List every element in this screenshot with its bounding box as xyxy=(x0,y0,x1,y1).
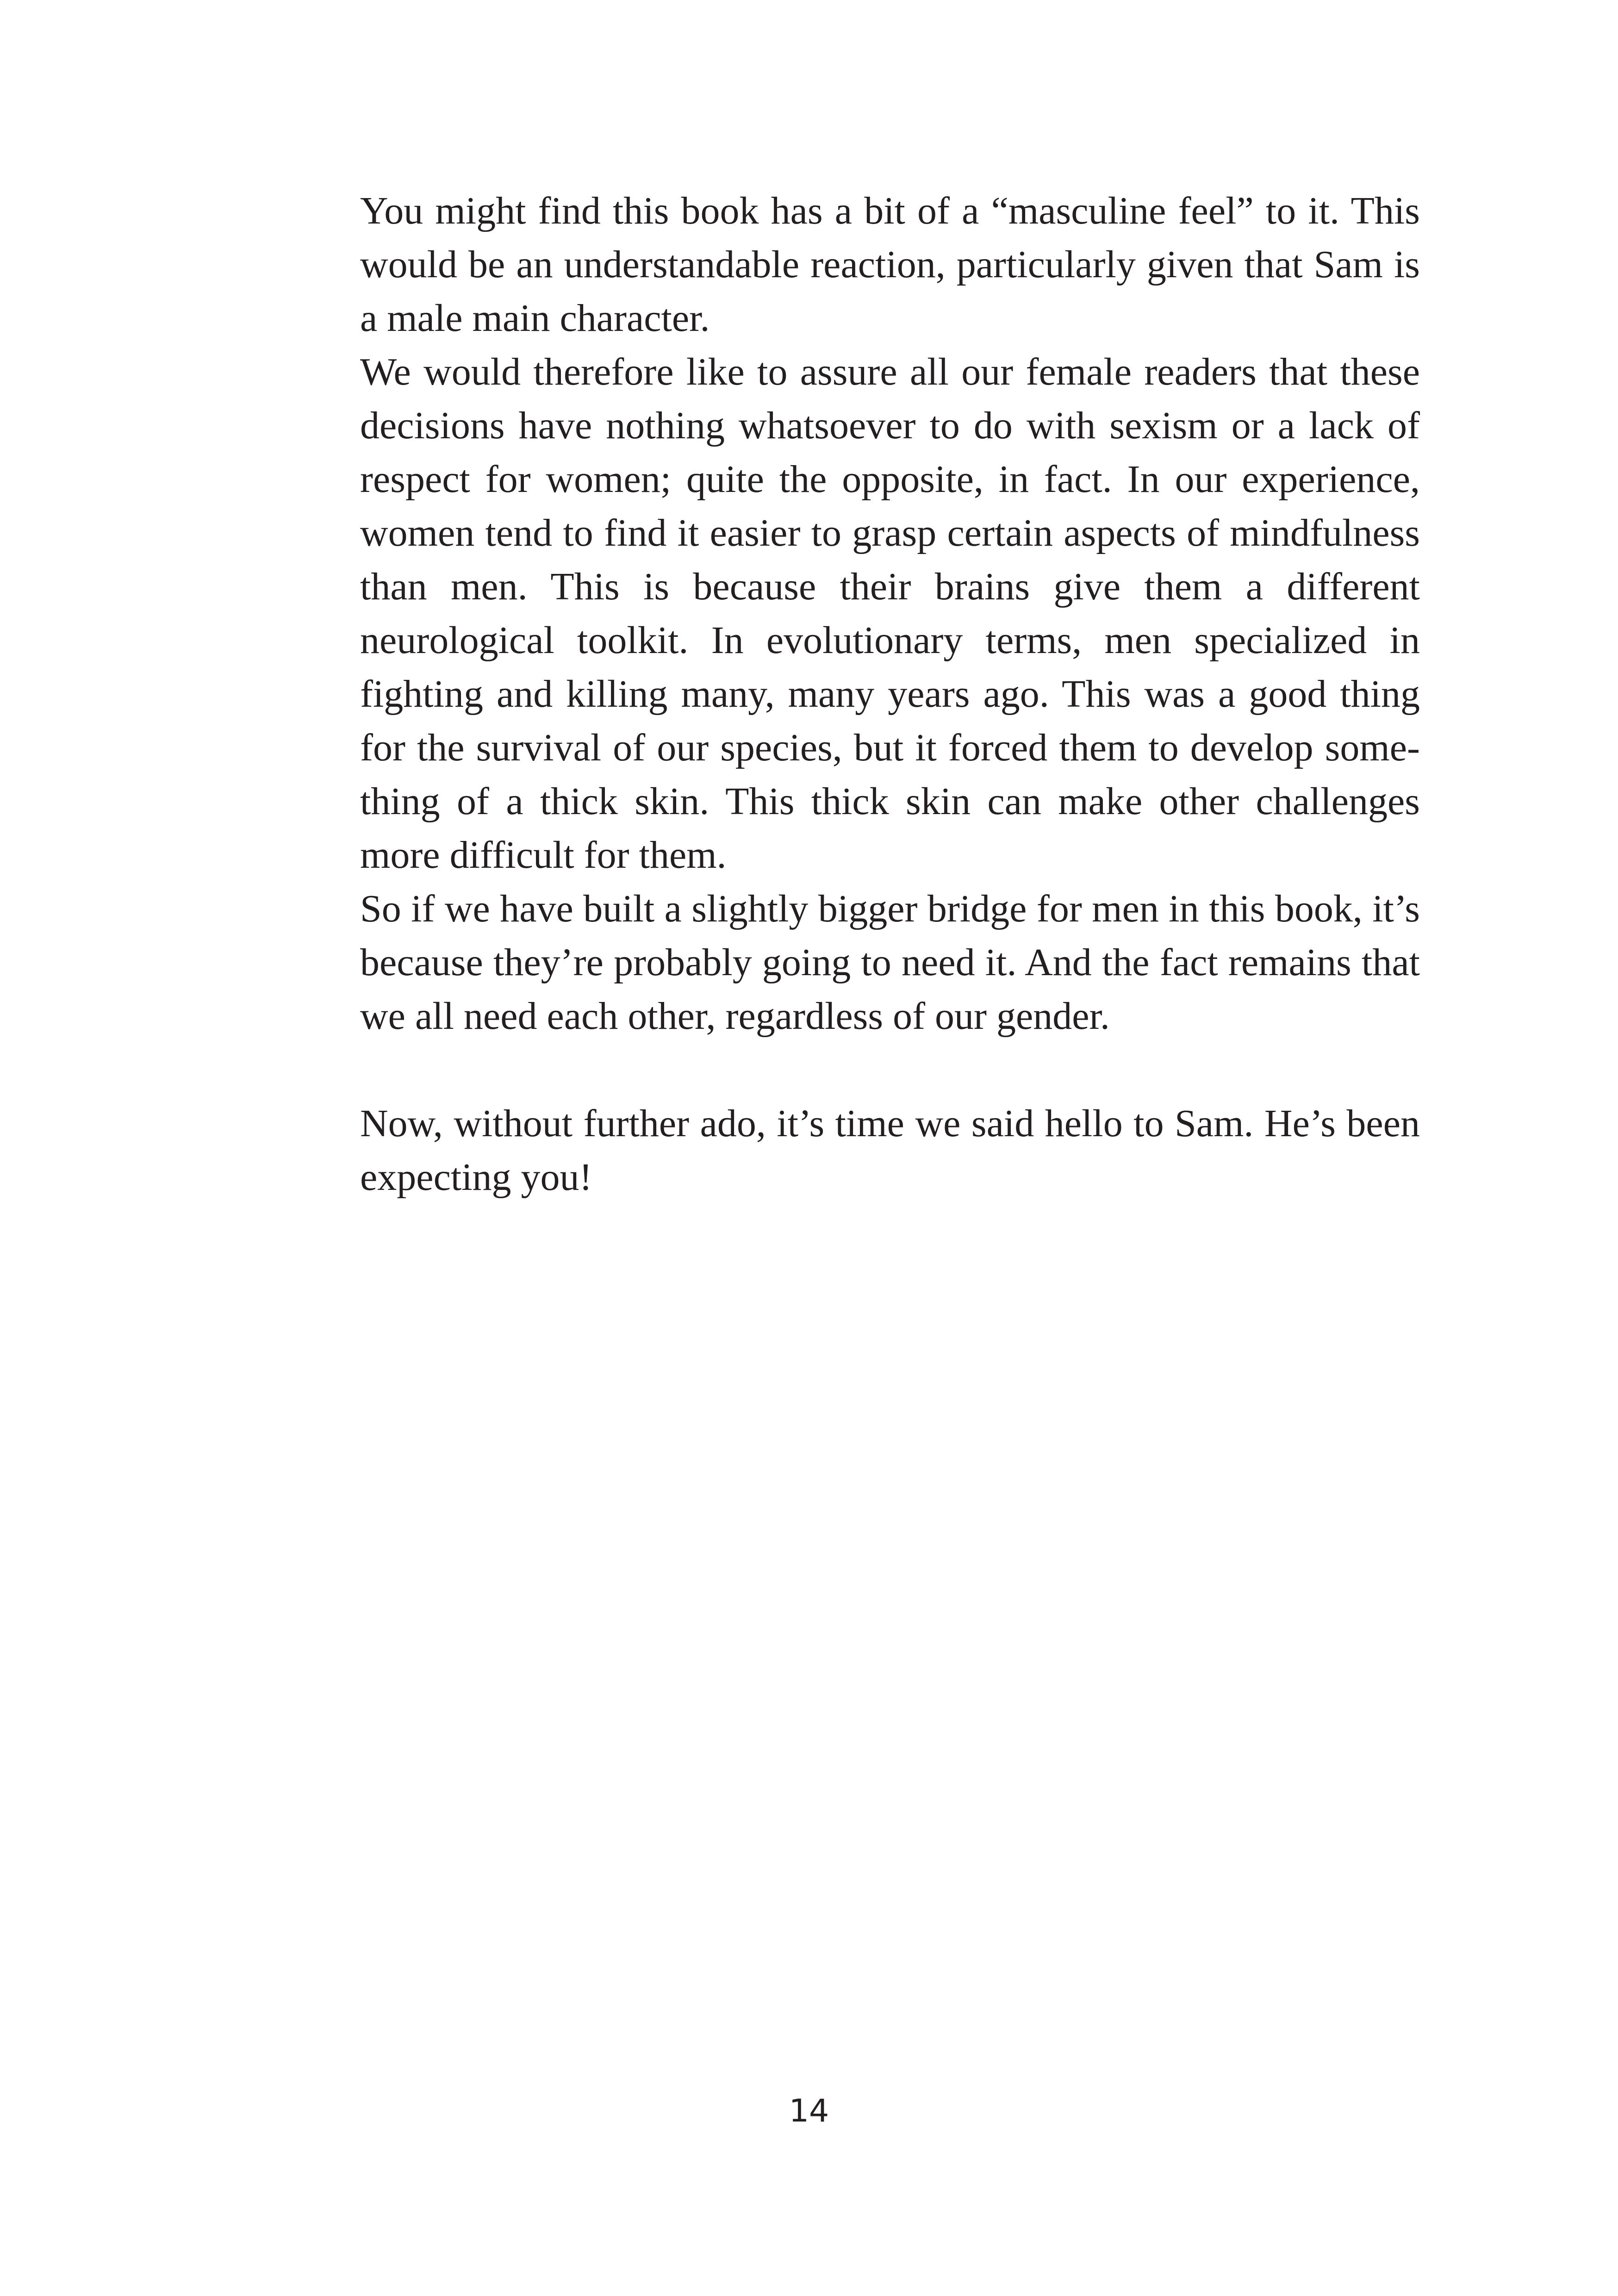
body-text xyxy=(360,184,1420,1204)
paragraph-female-readers: We would therefore like to assure all our female readers that these decisions have nothing whatsoever to do with sexism or a lack of respect for women; quite the opposite, in fact. In our experience, women tend to find it easier to grasp certain aspects of mindfulness than men. This is because their brains give them a different neurological toolkit. In evolutionary terms, men specialized in fighting and killing many, many years ago. This was a good thing for the survival of our species, but it forced them to develop something of a thick skin. This thick skin can make other challenges more difficult for them. xyxy=(360,350,1420,877)
paragraph-bigger-bridge: So if we have built a slightly bigger bridge for men in this book, it’s because they’re probably going to need it. And the fact remains that we all need each other, regardless of our gender. xyxy=(360,887,1420,1038)
paragraph-spacer xyxy=(360,1043,1420,1097)
paragraph-hello-sam: Now, without further ado, it’s time we said hello to Sam. He’s been expecting you! xyxy=(360,1102,1420,1199)
page-number: 14 xyxy=(789,2093,829,2129)
paragraph-masculine-feel: You might find this book has a bit of a “masculine feel” to it. This would be an understandable reaction, particularly given that Sam is a male main character. xyxy=(360,189,1420,340)
